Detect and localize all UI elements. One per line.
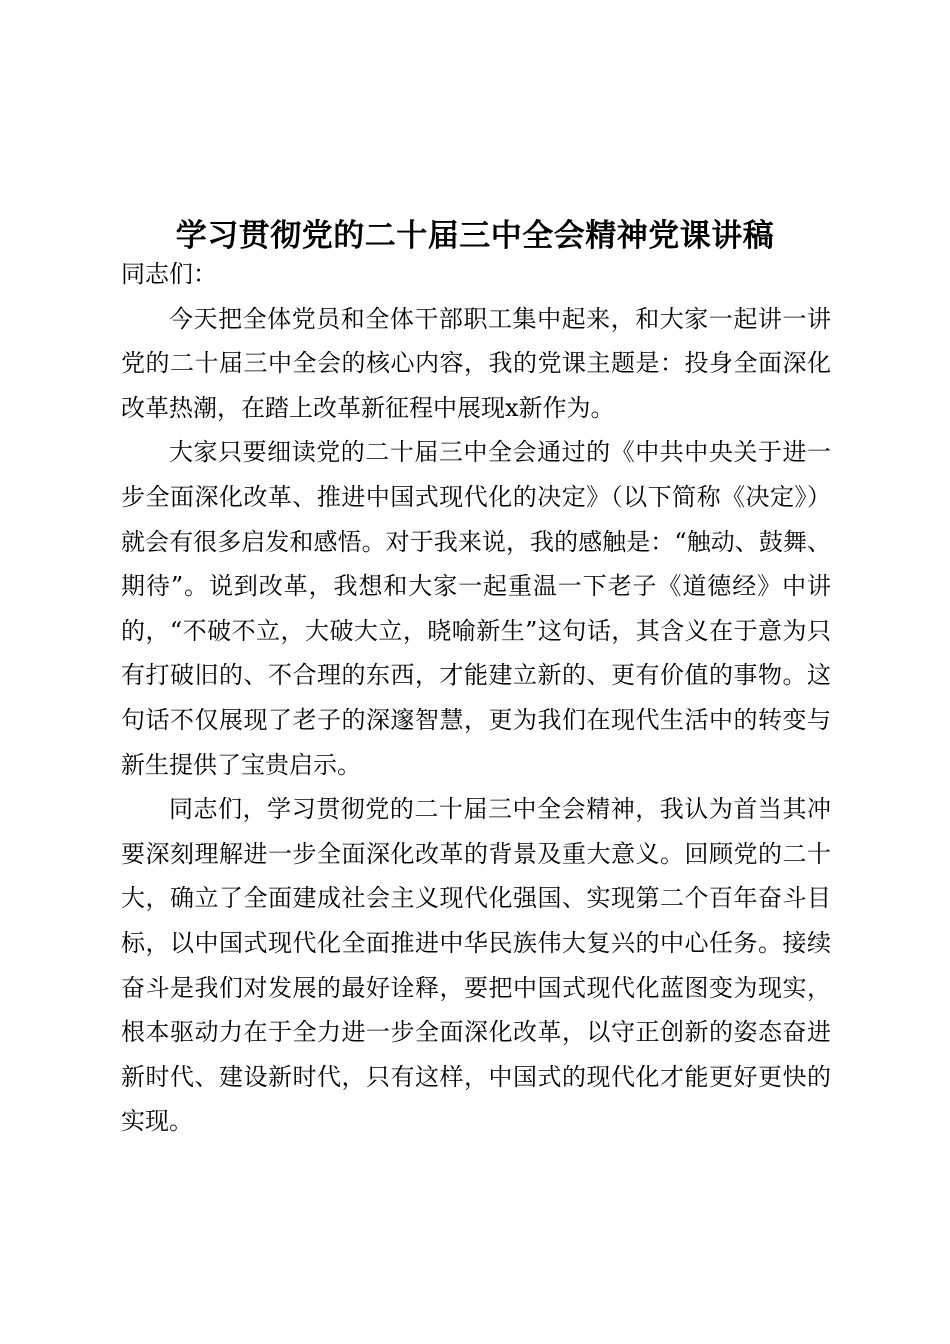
salutation: 同志们： xyxy=(121,260,217,288)
document-body xyxy=(121,252,831,1144)
paragraph-3: 同志们，学习贯彻党的二十届三中全会精神，我认为首当其冲要深刻理解进一步全面深化改革的背景及重大意义。回顾党的二十大，确立了全面建成社会主义现代化强国、实现第二个百年奋斗目标，以中国式现代化全面推进中华民族伟大复兴的中心任务。接续奋斗是我们对发展的最好诠释，要把中国式现代化蓝图变为现实，根本驱动力在于全力进一步全面深化改革，以守正创新的姿态奋进新时代、建设新时代，只有这样，中国式的现代化才能更好更快的实现。 xyxy=(121,795,831,1136)
paragraph-2: 大家只要细读党的二十届三中全会通过的《中共中央关于进一步全面深化改革、推进中国式现代化的决定》（以下简称《决定》）就会有很多启发和感悟。对于我来说，我的感触是：“触动、鼓舞、期待”。说到改革，我想和大家一起重温一下老子《道德经》中讲的，“不破不立，大破大立，晓喻新生”这句话，其含义在于意为只有打破旧的、不合理的东西，才能建立新的、更有价值的事物。这句话不仅展现了老子的深邃智慧，更为我们在现代生活中的转变与新生提供了宝贵启示。 xyxy=(121,438,831,779)
paragraph-1: 今天把全体党员和全体干部职工集中起来，和大家一起讲一讲党的二十届三中全会的核心内容，我的党课主题是：投身全面深化改革热潮，在踏上改革新征程中展现x新作为。 xyxy=(121,304,831,422)
document-title: 学习贯彻党的二十届三中全会精神党课讲稿 xyxy=(175,218,775,254)
